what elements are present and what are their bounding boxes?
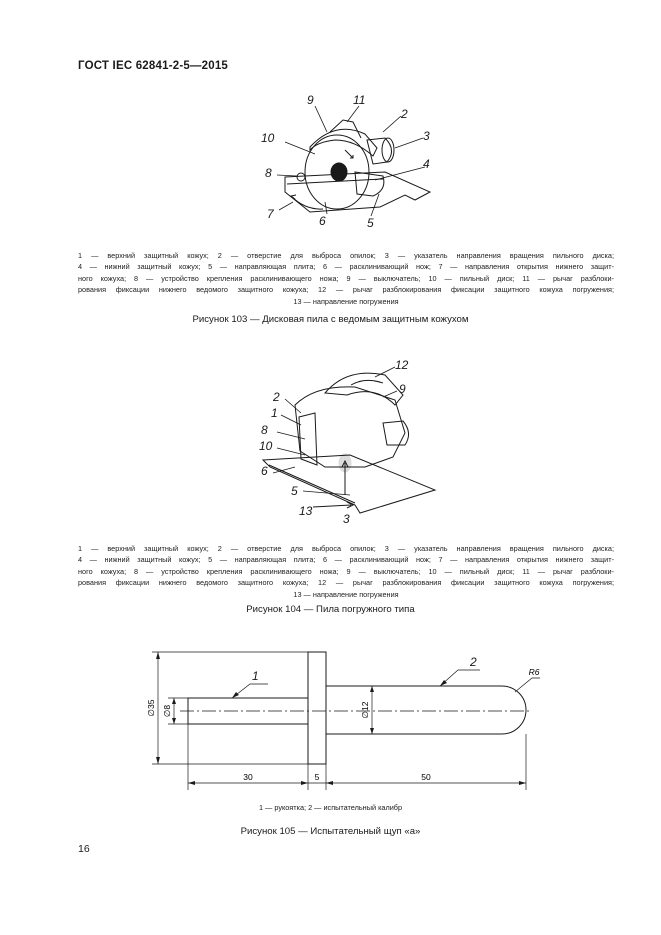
dim-probe-diameter: ∅12 <box>360 701 370 719</box>
radius-label: R6 <box>528 667 540 677</box>
fig103-callout-2: 2 <box>401 107 408 121</box>
legend-line: 13 — направление погружения <box>293 296 399 306</box>
fig104-callout-2: 2 <box>273 390 280 404</box>
fig103-callout-8: 8 <box>265 166 272 180</box>
page-number: 16 <box>78 843 90 855</box>
figure-105-caption: Рисунок 105 — Испытательный щуп «a» <box>240 826 421 837</box>
fig104-callout-13: 13 <box>299 504 313 518</box>
fig103-callout-6: 6 <box>319 214 326 228</box>
dim-outer-diameter: ∅35 <box>146 699 156 717</box>
fig104-callout-12: 12 <box>395 358 409 372</box>
legend-line: 13 — направление погружения <box>293 589 399 599</box>
figure-104-drawing <box>255 355 440 525</box>
fig103-callout-7: 7 <box>267 207 274 221</box>
figure-103-legend <box>78 250 614 307</box>
figure-105-drawing <box>140 640 540 790</box>
fig104-callout-3: 3 <box>343 512 350 525</box>
fig104-callout-6: 6 <box>261 464 268 478</box>
fig103-callout-11: 11 <box>353 93 366 107</box>
figure-104-legend <box>78 543 614 600</box>
dim-flange-thickness: 5 <box>314 772 320 782</box>
legend-line: рования фиксации нижнего ведомого защитного кожуха; 12 — рычаг разблокирования фиксации защитного кожуха погружения; <box>78 285 614 295</box>
legend-line: 1 — верхний защитный кожух; 2 — отверстие для выброса опилок; 3 — указатель направления вращения пильного диска; <box>78 544 614 553</box>
fig103-callout-3: 3 <box>423 129 430 143</box>
figure-103-drawing <box>255 92 440 237</box>
fig104-callout-8: 8 <box>261 423 268 437</box>
fig104-callout-10: 10 <box>259 439 273 453</box>
legend-line: ного кожуха; 8 — устройство крепления расклинивающего ножа; 9 — выключатель; 10 — пильный диск; 11 — рычаг разблоки- <box>78 566 614 576</box>
fig104-callout-5: 5 <box>291 484 298 498</box>
fig103-callout-10: 10 <box>261 131 275 145</box>
dim-handle-length: 30 <box>243 772 253 782</box>
dim-probe-length: 50 <box>421 772 431 782</box>
fig103-callout-5: 5 <box>367 216 374 230</box>
figure-103-caption: Рисунок 103 — Дисковая пила с ведомым защитным кожухом <box>192 314 469 325</box>
figure-104-caption: Рисунок 104 — Пила погружного типа <box>246 604 415 615</box>
fig105-callout-1: 1 <box>252 669 259 683</box>
document-header: ГОСТ IEC 62841-2-5—2015 <box>78 60 229 72</box>
fig104-callout-9: 9 <box>399 382 406 396</box>
figure-105-legend: 1 — рукоятка; 2 — испытательный калибр <box>258 803 403 812</box>
legend-line: 1 — верхний защитный кожух; 2 — отверстие для выброса опилок; 3 — указатель направления вращения пильного диска; <box>78 251 614 260</box>
fig104-callout-1: 1 <box>271 406 278 420</box>
legend-line: ного кожуха; 8 — устройство крепления расклинивающего ножа; 9 — выключатель; 10 — пильный диск; 11 — рычаг разблоки- <box>78 273 614 283</box>
dim-handle-diameter: ∅8 <box>162 704 172 718</box>
fig103-callout-4: 4 <box>423 157 430 171</box>
fig105-callout-2: 2 <box>470 655 477 669</box>
legend-line: рования фиксации нижнего ведомого защитного кожуха; 12 — рычаг разблокирования фиксации защитного кожуха погружения; <box>78 578 614 588</box>
legend-line: 4 — нижний защитный кожух; 5 — направляющая плита; 6 — расклинивающий нож; 7 — направления открытия нижнего защит- <box>78 262 614 272</box>
legend-line: 4 — нижний защитный кожух; 5 — направляющая плита; 6 — расклинивающий нож; 7 — направления открытия нижнего защит- <box>78 555 614 565</box>
fig103-callout-9: 9 <box>307 93 314 107</box>
